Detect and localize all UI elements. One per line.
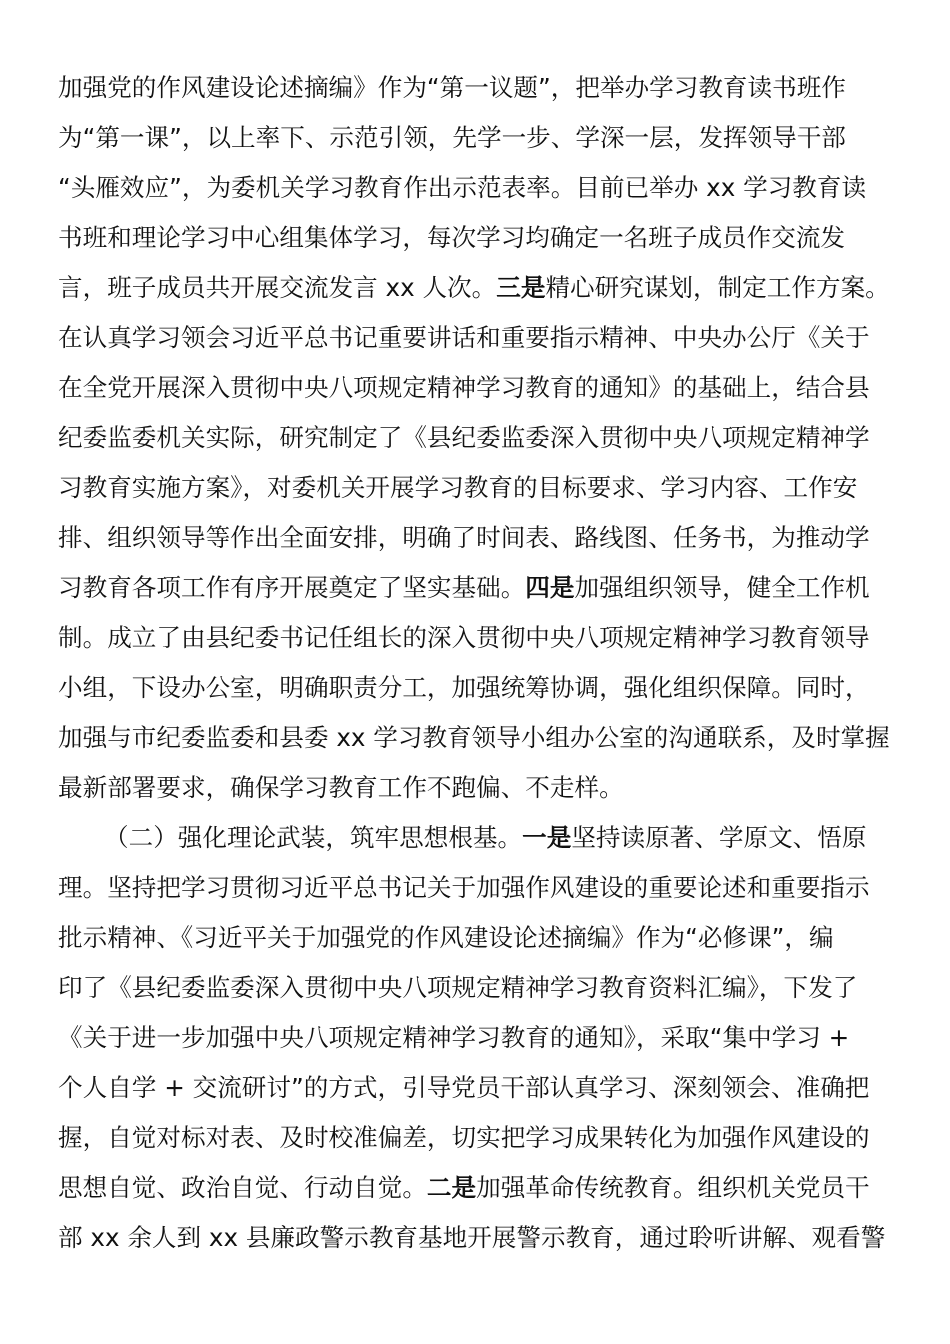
text-run: 纪委监委机关实际，研究制定了《县纪委监委深入贯彻中央八项规定精神学 [58,423,870,452]
text-run: 部 xx 余人到 xx 县廉政警示教育基地开展警示教育，通过聆听讲解、观看警 [58,1223,886,1252]
text-line [104,813,866,863]
text-run: 在认真学习领会习近平总书记重要讲话和重要指示精神、中央办公厅《关于 [58,323,870,352]
bold-ordinal: 四是 [525,573,575,602]
text-line [58,863,870,913]
text-line [58,763,624,813]
bold-ordinal: 二是 [426,1173,477,1202]
text-run: 为“第一课”，以上率下、示范引领，先学一步、学深一层，发挥领导干部 [58,123,846,152]
text-line [58,1113,870,1163]
text-line [58,463,857,513]
text-line [58,1163,870,1213]
text-line [58,563,870,613]
bold-ordinal: 一是 [522,823,572,852]
text-run: 加强革命传统教育。组织机关党员干 [476,1173,870,1202]
text-line [58,263,890,313]
text-run: 在全党开展深入贯彻中央八项规定精神学习教育的通知》的基础上，结合县 [58,373,870,402]
text-run: 习教育实施方案》，对委机关开展学习教育的目标要求、学习内容、工作安 [58,473,858,502]
text-run: 习教育各项工作有序开展奠定了坚实基础。 [58,573,526,602]
text-line [58,663,870,713]
text-run: 小组，下设办公室，明确职责分工，加强统筹协调，强化组织保障。同时， [58,673,870,702]
text-run: 坚持读原著、学原文、悟原 [571,823,867,852]
text-run: 《关于进一步加强中央八项规定精神学习教育的通知》，采取“集中学习 + [58,1023,850,1052]
text-line [58,1013,849,1063]
text-run: 印了《县纪委监委深入贯彻中央八项规定精神学习教育资料汇编》，下发了 [58,973,858,1002]
text-run: 言，班子成员共开展交流发言 xx 人次。 [58,273,497,302]
text-run: 书班和理论学习中心组集体学习，每次学习均确定一名班子成员作交流发 [58,223,846,252]
text-run: 握，自觉对标对表、及时校准偏差，切实把学习成果转化为加强作风建设的 [58,1123,870,1152]
text-run: 个人自学 + 交流研讨”的方式，引导党员干部认真学习、深刻领会、准确把 [58,1073,870,1102]
text-run: （二）强化理论武装，筑牢思想根基。 [104,823,523,852]
text-line [58,513,870,563]
bold-ordinal: 三是 [496,273,546,302]
text-run: 加强党的作风建设论述摘编》作为“第一议题”，把举办学习教育读书班作 [58,73,846,102]
text-line [58,963,857,1013]
text-line [58,163,866,213]
text-run: 制。成立了由县纪委书记任组长的深入贯彻中央八项规定精神学习教育领导 [58,623,870,652]
text-run: 最新部署要求，确保学习教育工作不跑偏、不走样。 [58,773,624,802]
text-line [58,213,845,263]
text-run: 理。坚持把学习贯彻习近平总书记关于加强作风建设的重要论述和重要指示 [58,873,870,902]
text-run: “头雁效应”，为委机关学习教育作出示范表率。目前已举办 xx 学习教育读 [58,173,867,202]
text-line [58,413,870,463]
text-line [58,913,834,963]
text-line [58,113,846,163]
text-line [58,313,870,363]
text-run: 精心研究谋划，制定工作方案。 [545,273,890,302]
text-run: 排、组织领导等作出全面安排，明确了时间表、路线图、任务书，为推动学 [58,523,870,552]
text-line [58,1063,869,1113]
text-line [58,363,870,413]
text-run: 批示精神、《习近平关于加强党的作风建设论述摘编》作为“必修课”，编 [58,923,834,952]
text-run: 加强组织领导，健全工作机 [574,573,870,602]
text-run: 思想自觉、政治自觉、行动自觉。 [58,1173,427,1202]
text-line [58,1213,885,1263]
text-line [58,713,890,763]
text-line [58,63,846,113]
text-line [58,613,870,663]
text-run: 加强与市纪委监委和县委 xx 学习教育领导小组办公室的沟通联系，及时掌握 [58,723,890,752]
